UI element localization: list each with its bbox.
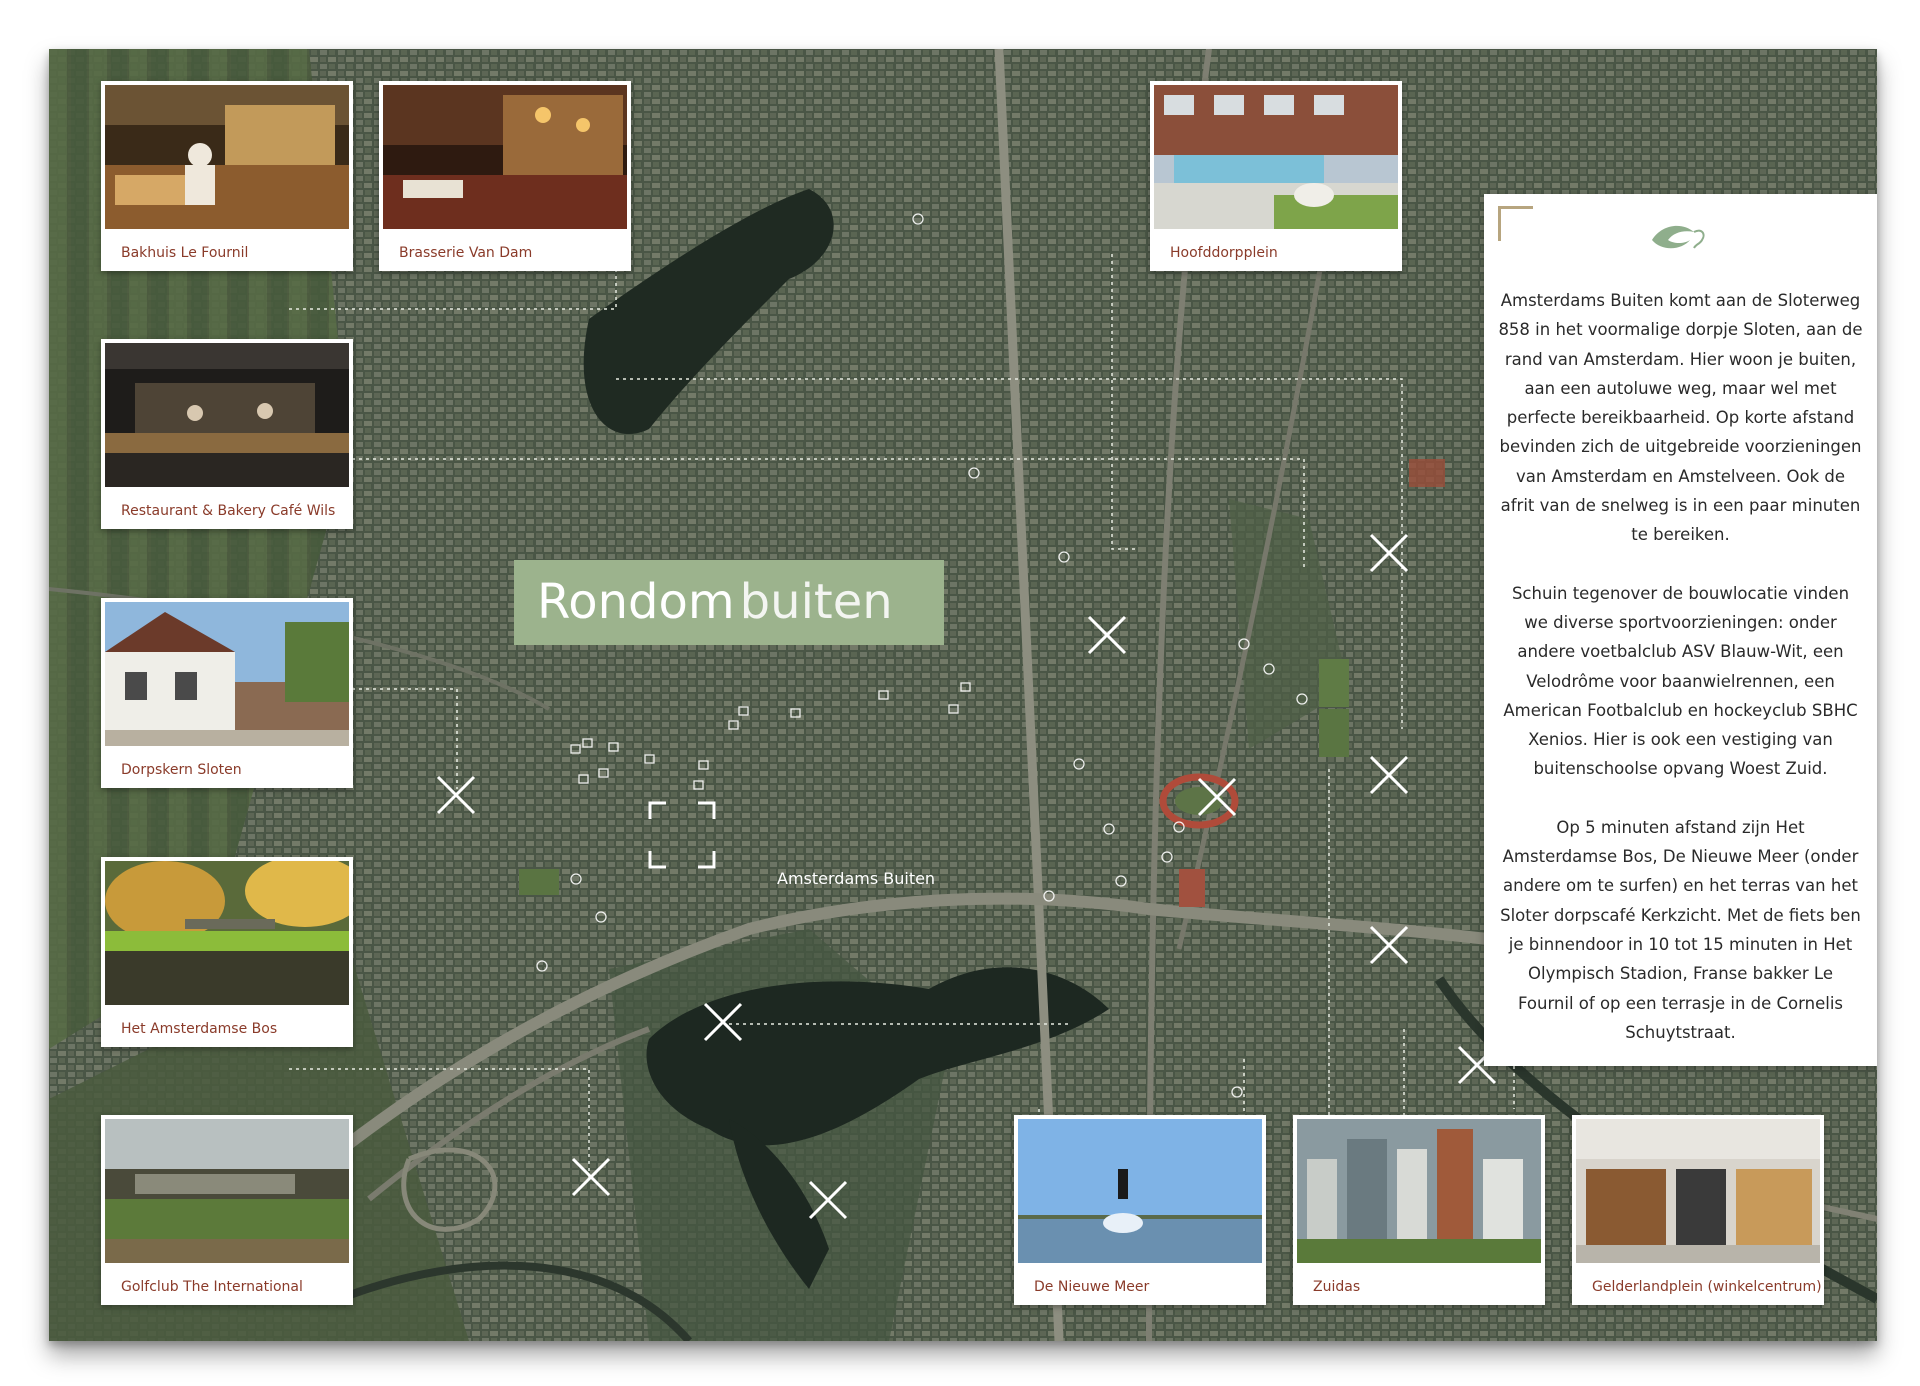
place-caption: De Nieuwe Meer xyxy=(1034,1279,1150,1295)
place-card-brasserie[interactable] xyxy=(379,81,631,271)
mall-photo xyxy=(1576,1119,1820,1263)
place-card-bos[interactable] xyxy=(101,857,353,1047)
corner-bracket xyxy=(1498,206,1533,241)
place-card-hoofddorpplein[interactable] xyxy=(1150,81,1402,271)
restaurant-photo xyxy=(383,85,627,229)
place-card-bakhuis[interactable] xyxy=(101,81,353,271)
title-light: buiten xyxy=(739,574,893,630)
map-sheet xyxy=(49,49,1877,1341)
page-title xyxy=(514,560,944,645)
bakery-photo xyxy=(105,85,349,229)
location-label: Amsterdams Buiten xyxy=(777,869,936,888)
place-caption: Bakhuis Le Fournil xyxy=(121,245,249,261)
info-paragraph: Schuin tegenover de bouwlocatie vinden we diverse sportvoorzieningen: onder andere voetbalclub ASV Blauw-Wit, een Velodrôme voor baanwielrennen, een American Footbalclub en hockeyclub SBHC Xenios. Hier is ook een vestiging van buitenschoolse opvang Woest Zuid. xyxy=(1503,583,1858,779)
kitchen-photo xyxy=(105,343,349,487)
place-card-zuidas[interactable] xyxy=(1293,1115,1545,1305)
place-caption: Hoofddorpplein xyxy=(1170,245,1278,261)
golf-photo xyxy=(105,1119,349,1263)
title-bold: Rondom xyxy=(537,574,735,630)
place-card-wils[interactable] xyxy=(101,339,353,529)
place-caption: Dorpskern Sloten xyxy=(121,762,242,778)
info-text xyxy=(1498,286,1863,1076)
place-card-gelderland[interactable] xyxy=(1572,1115,1824,1305)
place-caption: Gelderlandplein (winkelcentrum) xyxy=(1592,1279,1822,1295)
place-card-golf[interactable] xyxy=(101,1115,353,1305)
tram-square-photo xyxy=(1154,85,1398,229)
info-paragraph: Op 5 minuten afstand zijn Het Amsterdamse Bos, De Nieuwe Meer (onder andere om te surfen) en het terras van het Sloter dorpscafé Kerkzicht. Met de fiets ben je binnendoor in 10 tot 15 minuten in Het Olympisch Stadion, Franse bakker Le Fournil of op een terrasje in de Cornelis Schuytstraat. xyxy=(1500,817,1861,1042)
lake-photo xyxy=(1018,1119,1262,1263)
place-caption: Het Amsterdamse Bos xyxy=(121,1021,278,1037)
park-photo xyxy=(105,861,349,1005)
info-panel xyxy=(1484,194,1877,1066)
place-caption: Brasserie Van Dam xyxy=(399,245,533,261)
place-caption: Restaurant & Bakery Café Wils xyxy=(121,503,336,519)
place-caption: Zuidas xyxy=(1313,1279,1361,1295)
leaf-ornament-icon xyxy=(1644,218,1714,258)
place-caption: Golfclub The International xyxy=(121,1279,303,1295)
village-photo xyxy=(105,602,349,746)
place-card-meer[interactable] xyxy=(1014,1115,1266,1305)
place-card-dorpskern[interactable] xyxy=(101,598,353,788)
zuidas-photo xyxy=(1297,1119,1541,1263)
info-paragraph: Amsterdams Buiten komt aan de Sloterweg 858 in het voormalige dorpje Sloten, aan de rand van Amsterdam. Hier woon je buiten, aan een autoluwe weg, maar wel met perfecte bereikbaarheid. Op korte afstand bevinden zich de uitgebreide voorzieningen van Amsterdam en Amstelveen. Ook de afrit van de snelweg is in een paar minuten te bereiken. xyxy=(1498,291,1863,545)
